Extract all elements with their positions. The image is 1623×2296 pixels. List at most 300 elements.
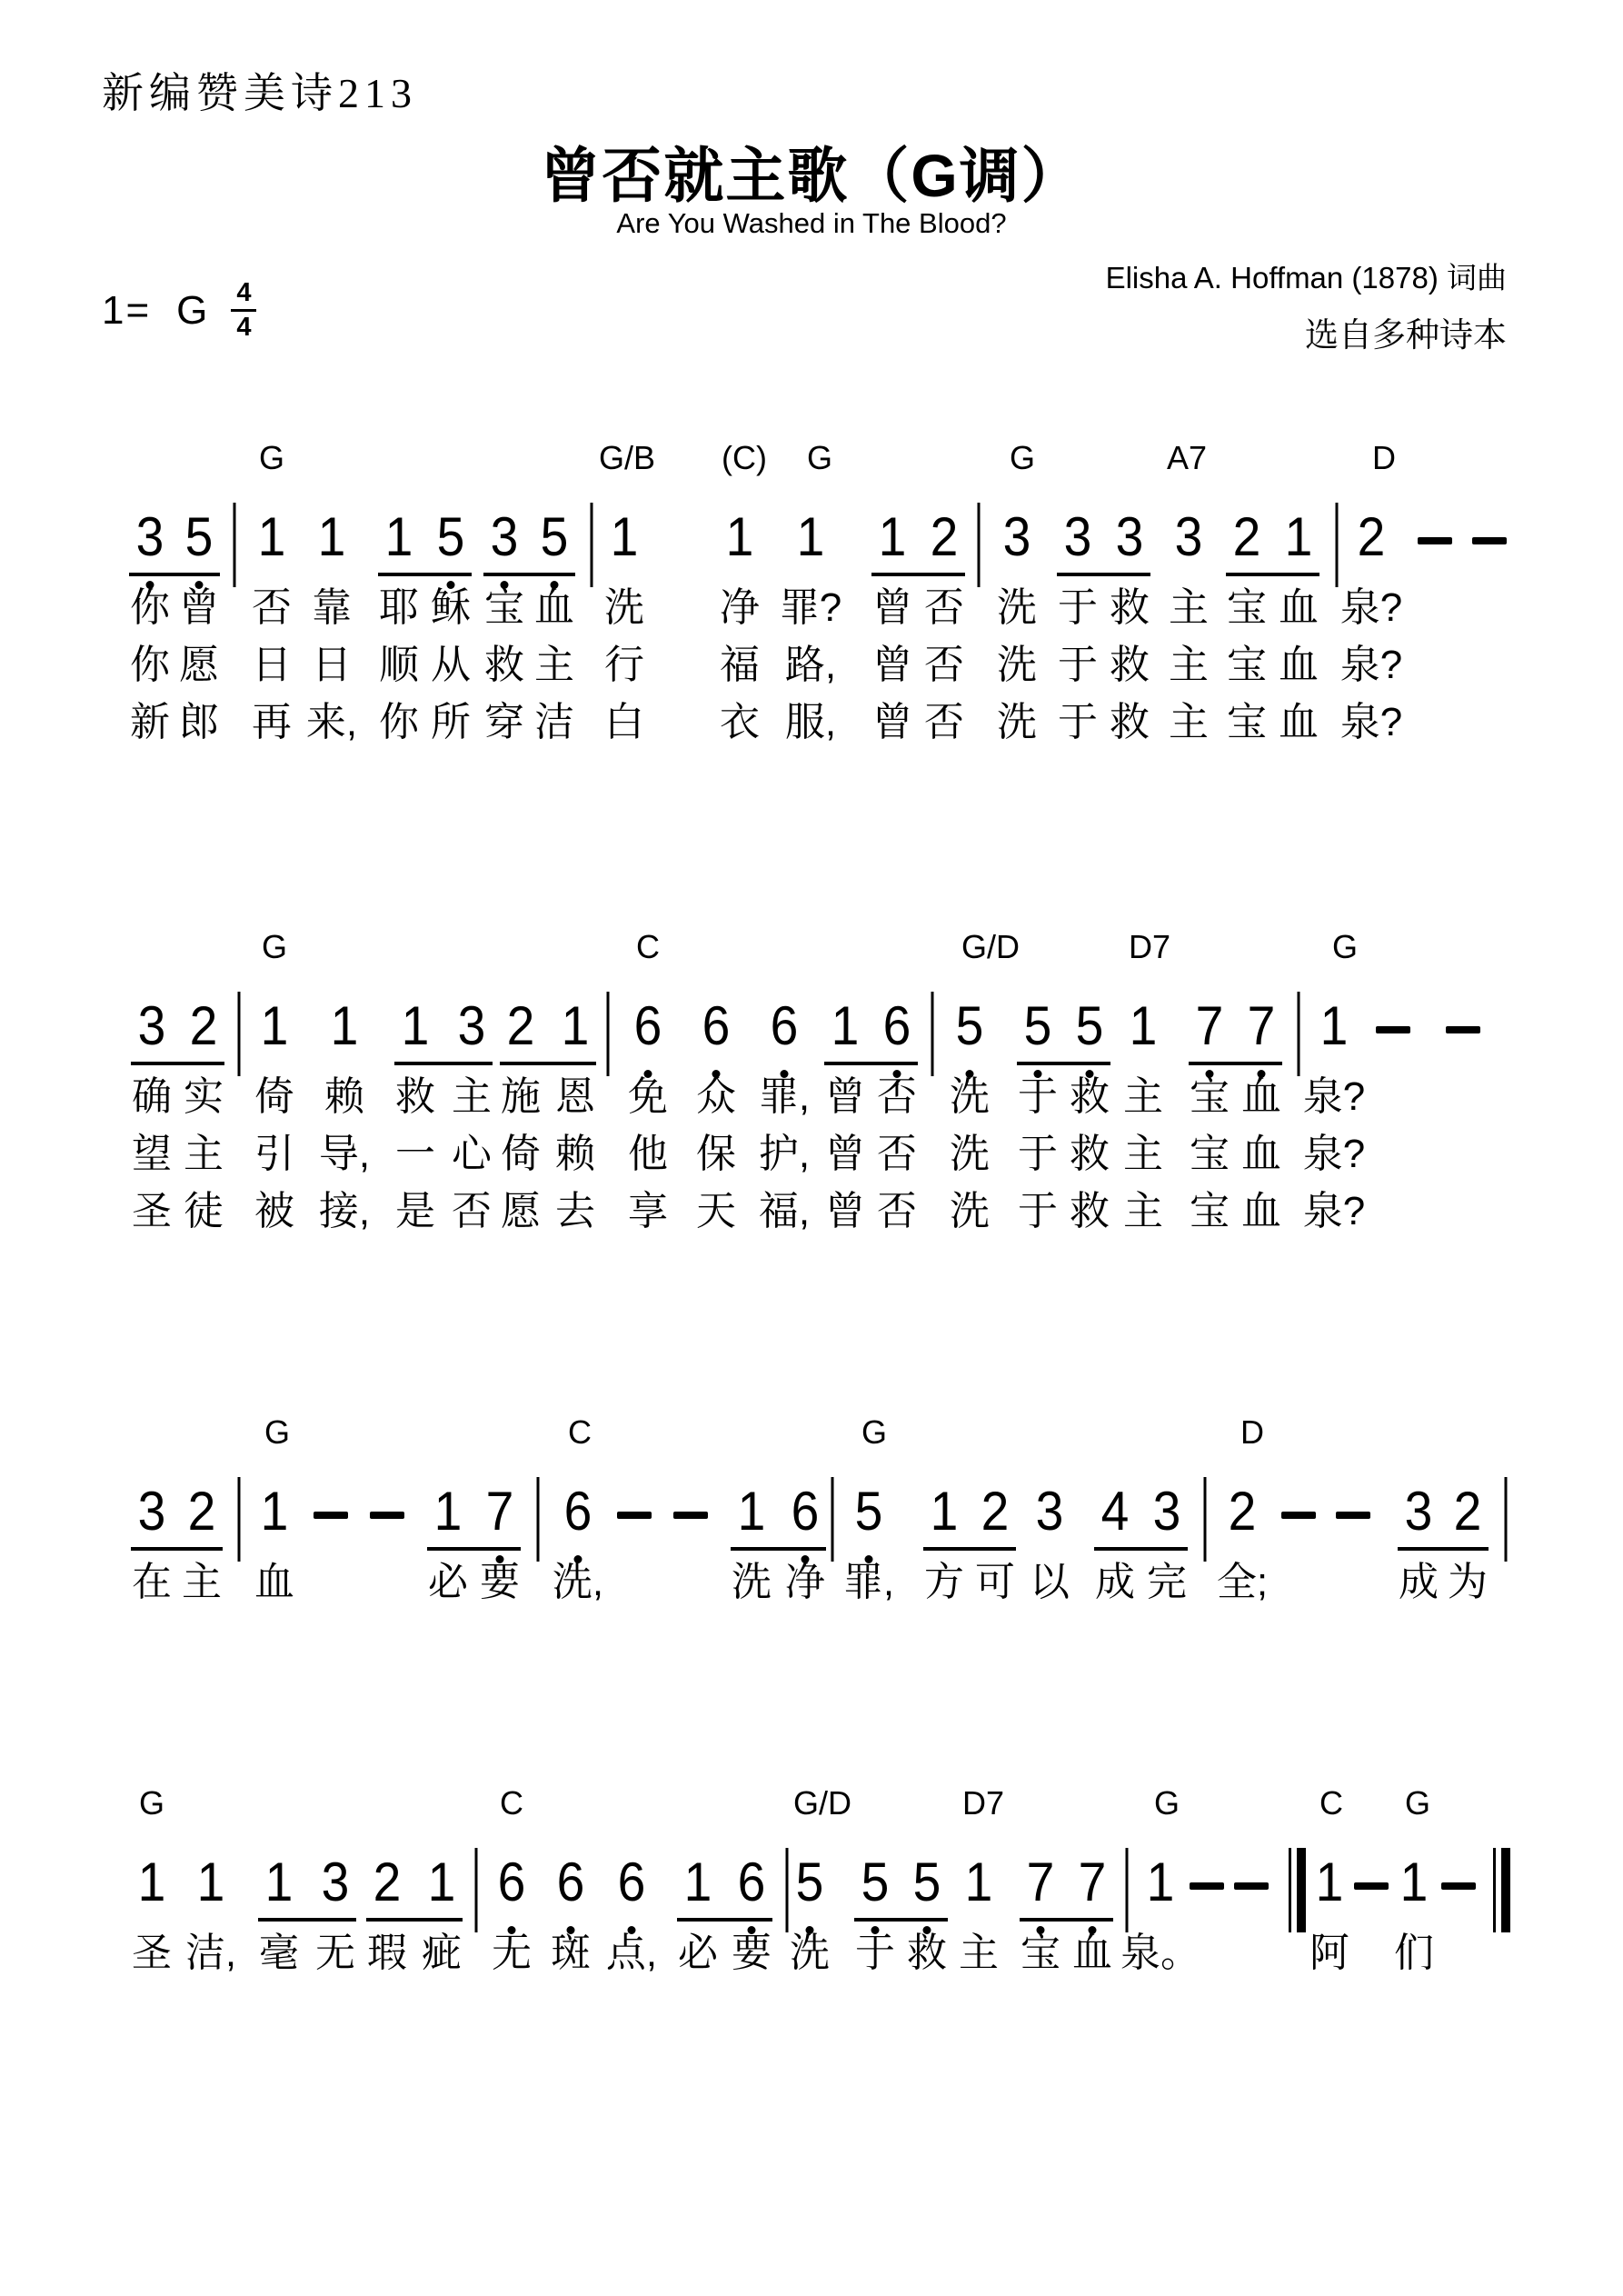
note-digit: 1: [1315, 1852, 1344, 1912]
bar-line: [238, 992, 241, 1076]
note-digit: 3: [321, 1852, 350, 1912]
lyric-syllable: 血: [254, 1560, 294, 1604]
lyric-syllable: 路,: [784, 643, 837, 687]
note-digit: 5: [795, 1852, 824, 1912]
duration-dash: [1446, 1026, 1480, 1033]
beam-underline: [871, 573, 965, 576]
lyric-syllable: 血: [1241, 1189, 1281, 1233]
duration-dash: [617, 1512, 652, 1519]
note-digit: 3: [1063, 506, 1092, 567]
chord-label: G: [1404, 1784, 1431, 1822]
source-note: 选自多种诗本: [1305, 316, 1507, 354]
chord-label: G/B: [598, 439, 656, 476]
lyric-syllable: 洗: [950, 1189, 990, 1233]
duration-dash: [1354, 1882, 1389, 1890]
beam-underline: [677, 1918, 772, 1922]
lyric-syllable: 你: [379, 700, 419, 744]
note-digit: 3: [135, 506, 164, 567]
note-digit: 2: [187, 1481, 216, 1542]
lyric-syllable: 施: [501, 1074, 541, 1119]
note-digit: 1: [196, 1852, 225, 1912]
lyric-syllable: 主: [184, 1132, 224, 1176]
lyric-syllable: 曾: [825, 1074, 865, 1119]
lyric-syllable: 曾: [872, 700, 912, 744]
chord-label: G: [261, 928, 288, 965]
lyric-syllable: 救: [395, 1074, 435, 1119]
beam-underline: [854, 1918, 948, 1922]
chord-label: C: [500, 1784, 523, 1822]
lyric-syllable: 否: [877, 1132, 917, 1176]
lyric-syllable: 血: [1279, 585, 1319, 630]
lyric-syllable: 洗: [997, 585, 1037, 630]
chord-label: D: [1372, 439, 1396, 476]
note-digit: 5: [854, 1481, 883, 1542]
lyric-syllable: 圣: [132, 1931, 172, 1975]
note-digit: 3: [137, 1481, 166, 1542]
note-digit: 5: [436, 506, 465, 567]
chord-label: G: [138, 1784, 165, 1822]
chord-label: A7: [1166, 439, 1208, 476]
lyric-syllable: 泉?: [1302, 1132, 1366, 1176]
bar-line: [475, 1848, 478, 1932]
note-digit: 6: [791, 1481, 820, 1542]
note-digit: 3: [1152, 1481, 1181, 1542]
note-digit: 1: [1146, 1852, 1175, 1912]
lyric-syllable: 主: [182, 1560, 222, 1604]
note-digit: 3: [490, 506, 519, 567]
lyric-syllable: 主: [1169, 643, 1209, 687]
lyric-syllable: 福,: [758, 1189, 811, 1233]
beam-underline: [366, 1918, 463, 1922]
lyric-syllable: 是: [395, 1189, 435, 1233]
lyric-syllable: 宝: [1021, 1931, 1060, 1975]
chord-label: D: [1240, 1413, 1264, 1451]
key-signature: [102, 280, 256, 341]
lyric-syllable: 引: [254, 1132, 294, 1176]
final-bar-line-thick: [1297, 1848, 1306, 1932]
lyric-syllable: 去: [555, 1189, 595, 1233]
note-digit: 2: [1357, 506, 1386, 567]
lyric-syllable: 否: [877, 1074, 917, 1119]
note-digit: 1: [561, 995, 590, 1056]
song-title: 曾否就主歌（G调）: [540, 142, 1083, 209]
bar-line: [931, 992, 934, 1076]
lyric-syllable: 罪?: [779, 585, 842, 630]
lyric-syllable: 否: [452, 1189, 492, 1233]
lyric-syllable: 洗: [997, 700, 1037, 744]
chord-label: G: [1331, 928, 1359, 965]
lyric-syllable: 洁,: [184, 1931, 237, 1975]
lyric-syllable: 白: [604, 700, 644, 744]
lyric-syllable: 成: [1399, 1560, 1439, 1604]
note-digit: 2: [189, 995, 218, 1056]
duration-dash: [1190, 1882, 1224, 1890]
lyric-syllable: 来,: [305, 700, 358, 744]
lyric-syllable: 救: [1070, 1074, 1110, 1119]
note-digit: 1: [683, 1852, 712, 1912]
lyric-syllable: 曾: [872, 643, 912, 687]
lyric-syllable: 倚: [254, 1074, 294, 1119]
lyric-syllable: 完: [1147, 1560, 1187, 1604]
bar-line: [978, 503, 981, 587]
lyric-syllable: 血: [1072, 1931, 1112, 1975]
lyric-syllable: 郎: [179, 700, 219, 744]
song-subtitle-english: Are You Washed in The Blood?: [616, 207, 1007, 239]
chord-label: D7: [1128, 928, 1171, 965]
lyric-syllable: 泉。: [1120, 1931, 1200, 1975]
lyric-syllable: 血: [1279, 700, 1319, 744]
lyric-syllable: 成: [1095, 1560, 1135, 1604]
lyric-syllable: 否: [877, 1189, 917, 1233]
bar-line: [1298, 992, 1300, 1076]
lyric-syllable: 必: [428, 1560, 468, 1604]
lyric-syllable: 宝: [1227, 700, 1267, 744]
note-digit: 6: [770, 995, 799, 1056]
lyric-syllable: 全;: [1216, 1560, 1269, 1604]
note-digit: 1: [1399, 1852, 1429, 1912]
note-digit: 1: [1284, 506, 1313, 567]
lyric-syllable: 血: [534, 585, 574, 630]
lyric-syllable: 泉?: [1339, 643, 1403, 687]
note-digit: 5: [540, 506, 569, 567]
beam-underline: [131, 1547, 223, 1551]
lyric-syllable: 福: [720, 643, 760, 687]
lyric-syllable: 主: [1123, 1189, 1163, 1233]
note-digit: 7: [1247, 995, 1276, 1056]
note-digit: 1: [930, 1481, 959, 1542]
lyric-syllable: 于: [855, 1931, 895, 1975]
time-signature-denominator: 4: [236, 313, 252, 342]
lyric-syllable: 疵: [422, 1931, 462, 1975]
note-digit: 1: [878, 506, 907, 567]
note-digit: 6: [556, 1852, 585, 1912]
lyric-syllable: 从: [431, 643, 471, 687]
note-digit: 5: [1075, 995, 1104, 1056]
lyric-syllable: 救: [1110, 643, 1150, 687]
note-digit: 6: [633, 995, 662, 1056]
lyric-syllable: 洗: [950, 1074, 990, 1119]
note-digit: 2: [1453, 1481, 1482, 1542]
key-prefix: 1=: [102, 287, 152, 333]
note-digit: 2: [930, 506, 959, 567]
lyric-syllable: 们: [1394, 1931, 1434, 1975]
note-digit: 1: [796, 506, 825, 567]
lyric-syllable: 主: [1169, 700, 1209, 744]
lyric-syllable: 赖: [324, 1074, 364, 1119]
note-digit: 7: [485, 1481, 514, 1542]
beam-underline: [923, 1547, 1016, 1551]
hymnal-collection-number: 新编赞美诗213: [102, 70, 417, 116]
duration-dash: [1376, 1026, 1410, 1033]
bar-line: [1126, 1848, 1129, 1932]
lyric-syllable: 愿: [179, 643, 219, 687]
lyric-syllable: 罪,: [758, 1074, 811, 1119]
beam-underline: [731, 1547, 826, 1551]
lyric-syllable: 天: [696, 1189, 736, 1233]
lyric-syllable: 宝: [1227, 643, 1267, 687]
duration-dash: [673, 1512, 708, 1519]
note-digit: 2: [1228, 1481, 1257, 1542]
lyric-syllable: 罪,: [842, 1560, 895, 1604]
lyric-syllable: 被: [254, 1189, 294, 1233]
bar-line: [607, 992, 610, 1076]
lyric-syllable: 要: [480, 1560, 520, 1604]
note-digit: 1: [610, 506, 639, 567]
lyric-syllable: 顺: [379, 643, 419, 687]
note-digit: 1: [1129, 995, 1158, 1056]
lyric-syllable: 在: [132, 1560, 172, 1604]
note-digit: 3: [1174, 506, 1203, 567]
duration-dash: [1472, 537, 1507, 544]
beam-underline: [1398, 1547, 1489, 1551]
lyric-syllable: 洗: [604, 585, 644, 630]
lyric-syllable: 愿: [501, 1189, 541, 1233]
note-digit: 1: [260, 1481, 289, 1542]
lyric-syllable: 洁: [534, 700, 574, 744]
lyric-syllable: 血: [1279, 643, 1319, 687]
lyric-syllable: 否: [252, 585, 292, 630]
beam-underline: [1057, 573, 1150, 576]
note-digit: 1: [433, 1481, 463, 1542]
note-digit: 1: [260, 995, 289, 1056]
lyric-syllable: 宝: [1190, 1132, 1230, 1176]
note-digit: 1: [1319, 995, 1349, 1056]
note-digit: 5: [912, 1852, 941, 1912]
note-digit: 2: [506, 995, 535, 1056]
lyric-syllable: 望: [132, 1132, 172, 1176]
lyric-syllable: 于: [1058, 700, 1098, 744]
lyric-syllable: 主: [534, 643, 574, 687]
lyric-syllable: 于: [1018, 1074, 1058, 1119]
lyric-syllable: 衣: [720, 700, 760, 744]
bar-line: [234, 503, 236, 587]
note-digit: 6: [617, 1852, 646, 1912]
beam-underline: [824, 1062, 918, 1065]
lyric-syllable: 阿: [1309, 1931, 1349, 1975]
lyric-syllable: 以: [1030, 1560, 1070, 1604]
note-digit: 3: [1035, 1481, 1064, 1542]
note-digit: 1: [725, 506, 754, 567]
lyric-syllable: 耶: [379, 585, 419, 630]
lyric-syllable: 泉?: [1302, 1189, 1366, 1233]
lyric-syllable: 点,: [605, 1931, 658, 1975]
note-digit: 1: [264, 1852, 294, 1912]
lyric-syllable: 赖: [555, 1132, 595, 1176]
lyric-syllable: 斑: [551, 1931, 591, 1975]
lyric-syllable: 救: [1070, 1189, 1110, 1233]
bar-line: [238, 1477, 241, 1562]
time-signature-numerator: 4: [236, 278, 252, 307]
lyric-syllable: 毫: [259, 1931, 299, 1975]
chord-label: (C): [722, 439, 767, 476]
lyric-syllable: 保: [696, 1132, 736, 1176]
lyric-syllable: 圣: [132, 1189, 172, 1233]
lyric-syllable: 宝: [484, 585, 524, 630]
lyric-syllable: 无: [315, 1931, 355, 1975]
lyric-syllable: 于: [1058, 585, 1098, 630]
chord-label: G: [861, 1413, 888, 1451]
note-digit: 2: [373, 1852, 402, 1912]
note-digit: 3: [1115, 506, 1144, 567]
beam-underline: [378, 573, 472, 576]
lyric-syllable: 洗,: [552, 1560, 604, 1604]
lyric-syllable: 众: [696, 1074, 736, 1119]
bar-line: [591, 503, 593, 587]
lyric-syllable: 洗: [950, 1132, 990, 1176]
lyric-syllable: 徒: [184, 1189, 224, 1233]
final-bar-line-thin: [1289, 1848, 1291, 1932]
duration-dash: [1336, 1512, 1370, 1519]
note-digit: 1: [257, 506, 286, 567]
note-digit: 1: [831, 995, 860, 1056]
note-digit: 7: [1078, 1852, 1107, 1912]
lyric-syllable: 宝: [1190, 1189, 1230, 1233]
final-bar-line-thick: [1501, 1848, 1510, 1932]
lyric-syllable: 所: [431, 700, 471, 744]
lyric-syllable: 洗: [997, 643, 1037, 687]
lyric-syllable: 血: [1241, 1074, 1281, 1119]
lyric-syllable: 主: [1169, 585, 1209, 630]
lyric-syllable: 曾: [872, 585, 912, 630]
note-digit: 1: [964, 1852, 993, 1912]
chord-label: G: [258, 439, 285, 476]
note-digit: 3: [457, 995, 486, 1056]
note-digit: 1: [330, 995, 359, 1056]
lyric-syllable: 曾: [179, 585, 219, 630]
duration-dash: [1418, 537, 1452, 544]
note-digit: 6: [702, 995, 731, 1056]
note-digit: 3: [137, 995, 166, 1056]
lyric-syllable: 曾: [825, 1189, 865, 1233]
lyric-syllable: 于: [1018, 1189, 1058, 1233]
time-signature: [231, 280, 256, 341]
note-digit: 1: [317, 506, 346, 567]
beam-underline: [1189, 1062, 1282, 1065]
lyric-syllable: 他: [628, 1132, 668, 1176]
note-digit: 6: [497, 1852, 526, 1912]
beam-underline: [258, 1918, 356, 1922]
lyric-syllable: 你: [130, 643, 170, 687]
lyric-syllable: 泉?: [1339, 700, 1403, 744]
lyric-syllable: 血: [1241, 1132, 1281, 1176]
lyric-syllable: 洗: [790, 1931, 830, 1975]
lyric-syllable: 泉?: [1339, 585, 1403, 630]
note-digit: 1: [737, 1481, 766, 1542]
lyric-syllable: 曾: [825, 1132, 865, 1176]
lyric-syllable: 服,: [784, 700, 837, 744]
note-digit: 4: [1100, 1481, 1130, 1542]
bar-line: [1336, 503, 1339, 587]
beam-underline: [500, 1062, 596, 1065]
beam-underline: [1094, 1547, 1188, 1551]
note-digit: 6: [563, 1481, 592, 1542]
lyric-syllable: 日: [312, 643, 352, 687]
lyric-syllable: 靠: [312, 585, 352, 630]
chord-label: C: [1319, 1784, 1343, 1822]
bar-line: [1505, 1477, 1508, 1562]
beam-underline: [1017, 1062, 1110, 1065]
lyric-syllable: 于: [1018, 1132, 1058, 1176]
note-digit: 6: [882, 995, 911, 1056]
note-digit: 1: [384, 506, 413, 567]
key-note: G: [176, 287, 208, 333]
lyric-syllable: 再: [252, 700, 292, 744]
lyric-syllable: 要: [732, 1931, 772, 1975]
lyric-syllable: 护,: [758, 1132, 811, 1176]
lyric-syllable: 主: [959, 1931, 999, 1975]
duration-dash: [314, 1512, 348, 1519]
note-digit: 3: [1002, 506, 1031, 567]
lyric-syllable: 为: [1448, 1560, 1488, 1604]
lyric-syllable: 宝: [1227, 585, 1267, 630]
chord-label: G: [806, 439, 833, 476]
bar-line: [831, 1477, 834, 1562]
chord-label: G: [1153, 1784, 1180, 1822]
beam-underline: [129, 573, 220, 576]
lyric-syllable: 你: [130, 585, 170, 630]
lyric-syllable: 接,: [318, 1189, 371, 1233]
lyric-syllable: 稣: [431, 585, 471, 630]
lyric-syllable: 方: [924, 1560, 964, 1604]
note-digit: 1: [427, 1852, 456, 1912]
lyric-syllable: 实: [184, 1074, 224, 1119]
lyric-syllable: 救: [907, 1931, 947, 1975]
note-digit: 6: [737, 1852, 766, 1912]
lyric-syllable: 瑕: [367, 1931, 407, 1975]
note-digit: 2: [981, 1481, 1010, 1542]
beam-underline: [1020, 1918, 1113, 1922]
beam-underline: [1226, 573, 1319, 576]
lyric-syllable: 净: [720, 585, 760, 630]
final-bar-line-thin: [1493, 1848, 1496, 1932]
chord-label: G/D: [961, 928, 1021, 965]
duration-dash: [370, 1512, 404, 1519]
lyric-syllable: 日: [252, 643, 292, 687]
lyric-syllable: 否: [924, 585, 964, 630]
note-digit: 5: [955, 995, 984, 1056]
time-signature-line: [231, 309, 256, 312]
note-digit: 2: [1232, 506, 1261, 567]
lyric-syllable: 救: [1070, 1132, 1110, 1176]
beam-underline: [427, 1547, 521, 1551]
lyric-syllable: 于: [1058, 643, 1098, 687]
lyric-syllable: 享: [628, 1189, 668, 1233]
lyric-syllable: 泉?: [1302, 1074, 1366, 1119]
beam-underline: [483, 573, 575, 576]
lyric-syllable: 主: [1123, 1074, 1163, 1119]
note-digit: 5: [1023, 995, 1052, 1056]
chord-label: C: [568, 1413, 592, 1451]
lyric-syllable: 新: [130, 700, 170, 744]
lyric-syllable: 一: [395, 1132, 435, 1176]
bar-line: [786, 1848, 789, 1932]
lyric-syllable: 倚: [501, 1132, 541, 1176]
lyric-syllable: 免: [628, 1074, 668, 1119]
lyric-syllable: 救: [1110, 700, 1150, 744]
duration-dash: [1441, 1882, 1476, 1890]
lyric-syllable: 主: [1123, 1132, 1163, 1176]
lyric-syllable: 否: [924, 700, 964, 744]
beam-underline: [394, 1062, 493, 1065]
note-digit: 1: [401, 995, 430, 1056]
lyric-syllable: 主: [452, 1074, 492, 1119]
lyric-syllable: 救: [484, 643, 524, 687]
lyric-syllable: 无: [492, 1931, 532, 1975]
lyric-syllable: 必: [678, 1931, 718, 1975]
lyric-syllable: 确: [132, 1074, 172, 1119]
duration-dash: [1234, 1882, 1269, 1890]
lyric-syllable: 行: [604, 643, 644, 687]
